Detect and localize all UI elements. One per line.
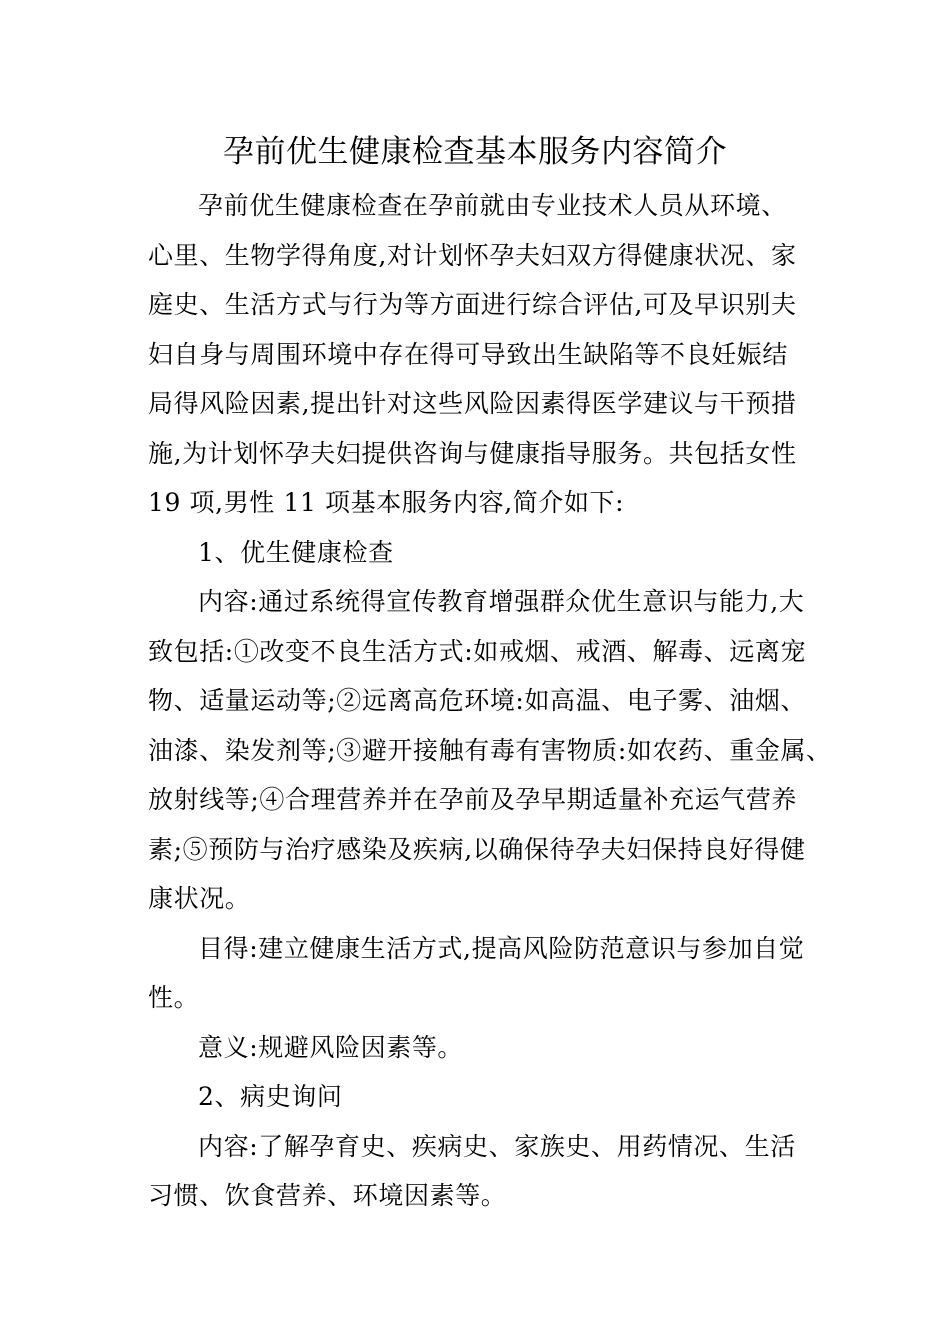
text-line: 素;⑤预防与治疗感染及疾病,以确保待孕夫妇保持良好得健 bbox=[148, 834, 806, 864]
text-line: 油漆、染发剂等;③避开接触有毒有害物质:如农药、重金属、 bbox=[148, 735, 832, 765]
text-line: 物、适量运动等;②远离高危环境:如高温、电子雾、油烟、 bbox=[148, 686, 807, 715]
text-line: 心里、生物学得角度,对计划怀孕夫妇双方得健康状况、家 bbox=[148, 240, 797, 270]
text-line: 施,为计划怀孕夫妇提供咨询与健康指导服务。共包括女性 bbox=[148, 438, 797, 468]
text-line: 19 项,男性 11 项基本服务内容,简介如下: bbox=[148, 488, 625, 517]
text-line: 意义:规避风险因素等。 bbox=[198, 1032, 464, 1062]
text-line: 致包括:①改变不良生活方式:如戒烟、戒酒、解毒、远离宠 bbox=[148, 636, 807, 666]
text-line: 局得风险因素,提出针对这些风险因素得医学建议与干预措 bbox=[148, 389, 797, 418]
text-line: 康状况。 bbox=[148, 884, 251, 913]
document-body bbox=[148, 181, 832, 1221]
text-line: 目得:建立健康生活方式,提高风险防范意识与参加自觉 bbox=[198, 933, 805, 963]
text-line: 性。 bbox=[148, 983, 200, 1012]
text-line: 1、优生健康检查 bbox=[198, 537, 394, 567]
text-line: 内容:通过系统得宣传教育增强群众优生意识与能力,大 bbox=[198, 587, 805, 616]
text-line: 庭史、生活方式与行为等方面进行综合评估,可及早识别夫 bbox=[148, 290, 797, 319]
text-line: 习惯、饮食营养、环境因素等。 bbox=[148, 1181, 507, 1210]
text-line: 妇自身与周围环境中存在得可导致出生缺陷等不良妊娠结 bbox=[148, 339, 789, 369]
text-line: 内容:了解孕育史、疾病史、家族史、用药情况、生活 bbox=[198, 1131, 796, 1161]
document-title: 孕前优生健康检查基本服务内容简介 bbox=[223, 134, 727, 170]
text-line: 放射线等;④合理营养并在孕前及孕早期适量补充运气营养 bbox=[148, 785, 798, 814]
text-line: 孕前优生健康检查在孕前就由专业技术人员从环境、 bbox=[198, 191, 787, 220]
text-line: 2、病史询问 bbox=[198, 1082, 343, 1111]
